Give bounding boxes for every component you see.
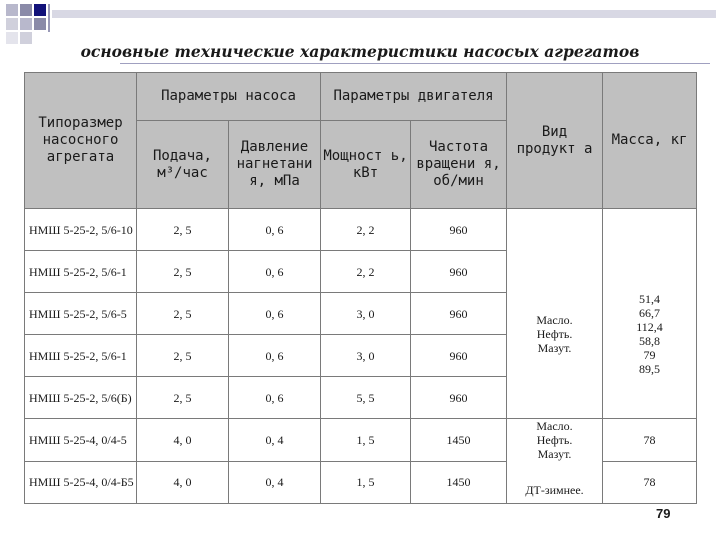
product-line: Масло.	[536, 313, 573, 328]
cell-power: 1, 5	[321, 461, 411, 503]
cell-pressure: 0, 4	[229, 419, 321, 462]
cell-power: 1, 5	[321, 419, 411, 462]
product-cell-group3: ДТ-зимнее.	[507, 461, 603, 503]
header-type-size: Типоразмер насосного агрегата	[25, 73, 137, 209]
header-mass: Масса, кг	[603, 73, 697, 209]
product-line: Масло.	[536, 419, 573, 433]
table-row	[25, 209, 697, 251]
cell-rpm: 1450	[411, 461, 507, 503]
mass-cell-group1	[603, 251, 697, 419]
cell-pressure: 0, 6	[229, 377, 321, 419]
decor-square	[20, 18, 32, 30]
table-row	[25, 461, 697, 503]
cell-name: НМШ 5-25-4, 0/4-5	[25, 419, 137, 462]
decor-square	[34, 18, 46, 30]
mass-line: 66,7	[639, 306, 661, 321]
cell-rpm: 960	[411, 335, 507, 377]
specs-table	[24, 72, 697, 504]
cell-power: 5, 5	[321, 377, 411, 419]
cell-pressure: 0, 6	[229, 293, 321, 335]
cell-rpm: 960	[411, 293, 507, 335]
cell-rpm: 960	[411, 377, 507, 419]
cell-power: 3, 0	[321, 293, 411, 335]
header-feed: Подача, м³/час	[137, 121, 229, 209]
mass-line: 89,5	[639, 362, 661, 377]
decor-square	[6, 4, 18, 16]
decor-top-bar	[52, 10, 716, 18]
product-cell-group1	[507, 251, 603, 419]
product-line: Нефть.	[536, 327, 573, 342]
mass-line: 79	[643, 348, 656, 363]
mass-line: 51,4	[639, 292, 661, 307]
table-row	[25, 419, 697, 462]
decor-square	[34, 4, 46, 16]
header-product-type: Вид продукт а	[507, 73, 603, 209]
cell-pressure: 0, 6	[229, 335, 321, 377]
slide-title: основные технические характеристики насосых агрегатов	[80, 42, 640, 61]
cell-name: НМШ 5-25-2, 5/6-5	[25, 293, 137, 335]
cell-name: НМШ 5-25-4, 0/4-Б5	[25, 461, 137, 503]
cell-feed: 2, 5	[137, 335, 229, 377]
cell-power: 2, 2	[321, 209, 411, 251]
header-pump-params: Параметры насоса	[137, 73, 321, 121]
cell-pressure: 0, 4	[229, 461, 321, 503]
cell-name: НМШ 5-25-2, 5/6(Б)	[25, 377, 137, 419]
product-line: Мазут.	[537, 341, 572, 356]
cell-pressure: 0, 6	[229, 251, 321, 293]
cell-rpm: 1450	[411, 419, 507, 462]
header-rpm: Частота вращени я, об/мин	[411, 121, 507, 209]
decor-square	[20, 4, 32, 16]
decor-square	[6, 18, 18, 30]
mass-cell-group3: 78	[603, 461, 697, 503]
decor-line	[48, 4, 50, 32]
cell-feed: 4, 0	[137, 419, 229, 462]
mass-cell-group2: 78	[603, 419, 697, 462]
cell-rpm: 960	[411, 251, 507, 293]
cell-pressure: 0, 6	[229, 209, 321, 251]
cell-power: 2, 2	[321, 251, 411, 293]
cell-name: НМШ 5-25-2, 5/6-1	[25, 251, 137, 293]
product-line: Мазут.	[537, 447, 572, 461]
page-number: 79	[656, 506, 671, 521]
mass-line: 58,8	[639, 334, 661, 349]
product-cell-group2	[507, 419, 603, 462]
mass-line: 112,4	[636, 320, 663, 335]
cell-name: НМШ 5-25-2, 5/6-1	[25, 335, 137, 377]
header-engine-params: Параметры двигателя	[321, 73, 507, 121]
product-line: Нефть.	[536, 433, 573, 447]
cell-feed: 2, 5	[137, 209, 229, 251]
table-row	[25, 251, 697, 293]
cell-feed: 2, 5	[137, 377, 229, 419]
cell-feed: 2, 5	[137, 251, 229, 293]
cell-rpm: 960	[411, 209, 507, 251]
header-pressure: Давление нагнетани я, мПа	[229, 121, 321, 209]
cell-name: НМШ 5-25-2, 5/6-10	[25, 209, 137, 251]
cell-feed: 2, 5	[137, 293, 229, 335]
title-underline	[120, 63, 710, 64]
header-power: Мощност ь, кВт	[321, 121, 411, 209]
cell-power: 3, 0	[321, 335, 411, 377]
cell-feed: 4, 0	[137, 461, 229, 503]
